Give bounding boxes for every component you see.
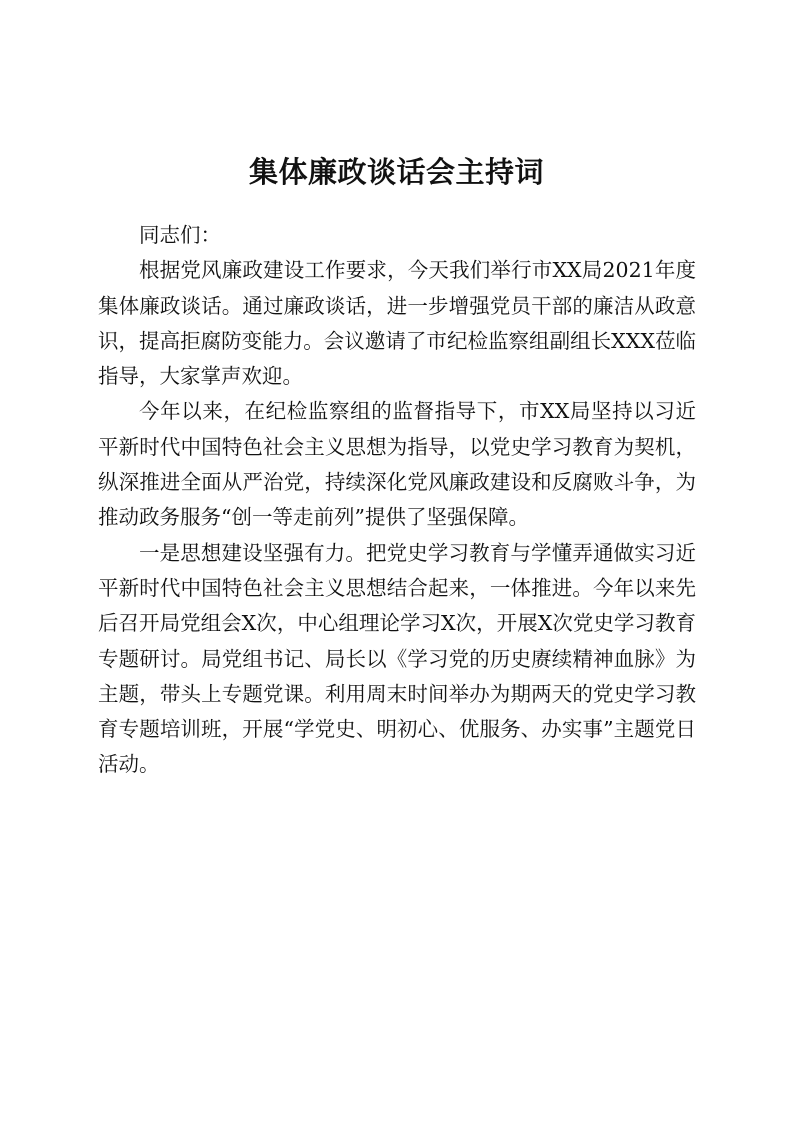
paragraph-3: 一是思想建设坚强有力。把党史学习教育与学懂弄通做实习近平新时代中国特色社会主义思想结合起来，一体推进。今年以来先后召开局党组会X次，中心组理论学习X次，开展X次党史学习教育专题研讨。局党组书记、局长以《学习党的历史赓续精神血脉》为主题，带头上专题党课。利用周末时间举办为期两天的党史学习教育专题培训班，开展“学党史、明初心、优服务、办实事”主题党日活动。 — [98, 540, 696, 777]
document-body — [98, 218, 696, 783]
document-title: 集体廉政谈话会主持词 — [248, 155, 544, 189]
greeting: 同志们： — [139, 223, 221, 247]
paragraph-2: 今年以来，在纪检监察组的监督指导下，市XX局坚持以习近平新时代中国特色社会主义思想为指导，以党史学习教育为契机，纵深推进全面从严治党，持续深化党风廉政建设和反腐败斗争，为推动政务服务“创一等走前列”提供了坚强保障。 — [98, 399, 696, 530]
paragraph-1: 根据党风廉政建设工作要求，今天我们举行市XX局2021年度集体廉政谈话。通过廉政谈话，进一步增强党员干部的廉洁从政意识，提高拒腐防变能力。会议邀请了市纪检监察组副组长XXX莅临指导，大家掌声欢迎。 — [98, 258, 696, 389]
